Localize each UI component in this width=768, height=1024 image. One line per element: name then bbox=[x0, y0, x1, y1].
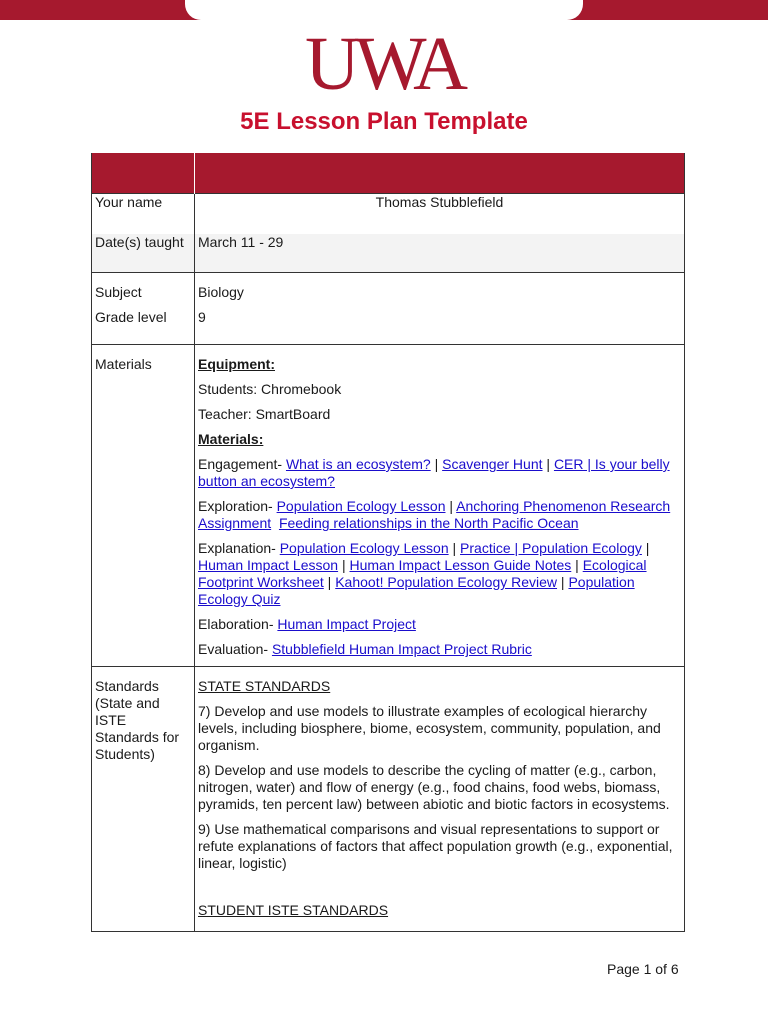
lesson-plan-table bbox=[91, 153, 685, 932]
top-banner-notch bbox=[185, 0, 583, 20]
materials-heading: Materials: bbox=[198, 431, 264, 447]
table-row-subject bbox=[92, 273, 685, 345]
iste-standards-heading: STUDENT ISTE STANDARDS bbox=[198, 902, 389, 918]
value-standards bbox=[195, 667, 685, 932]
uwa-logo: UWA bbox=[304, 22, 464, 106]
label-subject-grade bbox=[92, 273, 195, 345]
page-title: 5E Lesson Plan Template bbox=[240, 108, 528, 135]
elaboration-prefix: Elaboration- bbox=[198, 616, 278, 632]
link-practice-population-ecology[interactable]: Practice | Population Ecology bbox=[460, 540, 642, 556]
link-feeding-relationships[interactable]: Feeding relationships in the North Pacific Ocean bbox=[278, 515, 579, 531]
elaboration-line bbox=[198, 616, 681, 633]
link-project-rubric[interactable]: Stubblefield Human Impact Project Rubric bbox=[271, 641, 532, 657]
equipment-teacher: Teacher: SmartBoard bbox=[198, 406, 331, 422]
page-number: Page 1 of 6 bbox=[607, 961, 679, 977]
equipment-heading: Equipment: bbox=[198, 356, 275, 372]
table-header-row bbox=[92, 153, 685, 194]
evaluation-prefix: Evaluation- bbox=[198, 641, 272, 657]
standard-item-8: 8) Develop and use models to describe the cycling of matter (e.g., carbon, nitrogen, water) and flow of energy (e.g., food chains, food webs, biomass, pyramids, ten percent law) between abiotic and biotic factors in ecosystems. bbox=[198, 762, 670, 812]
link-cer-belly-button[interactable]: CER | Is your belly button an ecosystem? bbox=[198, 456, 670, 489]
equipment-students: Students: Chromebook bbox=[198, 381, 342, 397]
standard-item-7: 7) Develop and use models to illustrate examples of ecological hierarchy levels, including biosphere, biome, ecosystem, community, population, and organism. bbox=[198, 703, 661, 753]
link-anchoring-phenomenon[interactable]: Anchoring Phenomenon Research Assignment bbox=[198, 498, 671, 531]
value-materials bbox=[195, 345, 685, 667]
link-what-is-an-ecosystem[interactable]: What is an ecosystem? bbox=[285, 456, 431, 472]
value-subject: Biology bbox=[198, 284, 244, 300]
header-cell-label bbox=[92, 153, 195, 194]
header-cell-value bbox=[195, 153, 685, 194]
label-grade-level: Grade level bbox=[95, 309, 167, 325]
state-standards-heading: STATE STANDARDS bbox=[198, 678, 331, 694]
explanation-prefix: Explanation- bbox=[198, 540, 280, 556]
value-your-name: Thomas Stubblefield bbox=[195, 194, 685, 235]
link-population-ecology-lesson[interactable]: Population Ecology Lesson bbox=[279, 540, 449, 556]
label-subject: Subject bbox=[95, 284, 142, 300]
explanation-line: Explanation- Population Ecology Lesson | Practice | Population Ecology | Human Impact Lesson | Human Impact Lesson Guide Notes | Ecological Footprint Worksheet | Kahoot! Population Ecology Review | Population Ecology Quiz bbox=[198, 540, 650, 607]
link-population-ecology-lesson-exploration[interactable]: Population Ecology Lesson bbox=[276, 498, 446, 514]
link-kahoot-review[interactable]: Kahoot! Population Ecology Review bbox=[335, 574, 558, 590]
table-row-dates bbox=[92, 234, 685, 273]
value-dates-taught: March 11 - 29 bbox=[195, 234, 685, 273]
link-scavenger-hunt[interactable]: Scavenger Hunt bbox=[442, 456, 543, 472]
value-subject-grade bbox=[195, 273, 685, 345]
table-row-name bbox=[92, 194, 685, 235]
label-your-name: Your name bbox=[92, 194, 195, 235]
exploration-line: Exploration- Population Ecology Lesson | Anchoring Phenomenon Research Assignment Feeding relationships in the North Pacific Ocean bbox=[198, 498, 671, 531]
label-dates-taught: Date(s) taught bbox=[92, 234, 195, 273]
evaluation-line bbox=[198, 641, 681, 658]
link-human-impact-project[interactable]: Human Impact Project bbox=[277, 616, 416, 632]
engagement-prefix: Engagement- bbox=[198, 456, 286, 472]
link-human-impact-guide-notes[interactable]: Human Impact Lesson Guide Notes bbox=[349, 557, 572, 573]
link-human-impact-lesson[interactable]: Human Impact Lesson bbox=[198, 557, 339, 573]
standard-item-9: 9) Use mathematical comparisons and visual representations to support or refute explanations of factors that affect population growth (e.g., exponential, linear, logistic) bbox=[198, 821, 673, 871]
link-population-ecology-quiz[interactable]: Population Ecology Quiz bbox=[198, 574, 635, 607]
engagement-line: Engagement- What is an ecosystem? | Scavenger Hunt | CER | Is your belly button an ecosystem? bbox=[198, 456, 670, 489]
table-row-materials bbox=[92, 345, 685, 667]
label-materials: Materials bbox=[92, 345, 195, 667]
link-ecological-footprint[interactable]: Ecological Footprint Worksheet bbox=[198, 557, 647, 590]
table-row-standards bbox=[92, 667, 685, 932]
exploration-prefix: Exploration- bbox=[198, 498, 277, 514]
label-standards: Standards (State and ISTE Standards for Students) bbox=[92, 667, 195, 932]
value-grade-level: 9 bbox=[198, 309, 206, 325]
